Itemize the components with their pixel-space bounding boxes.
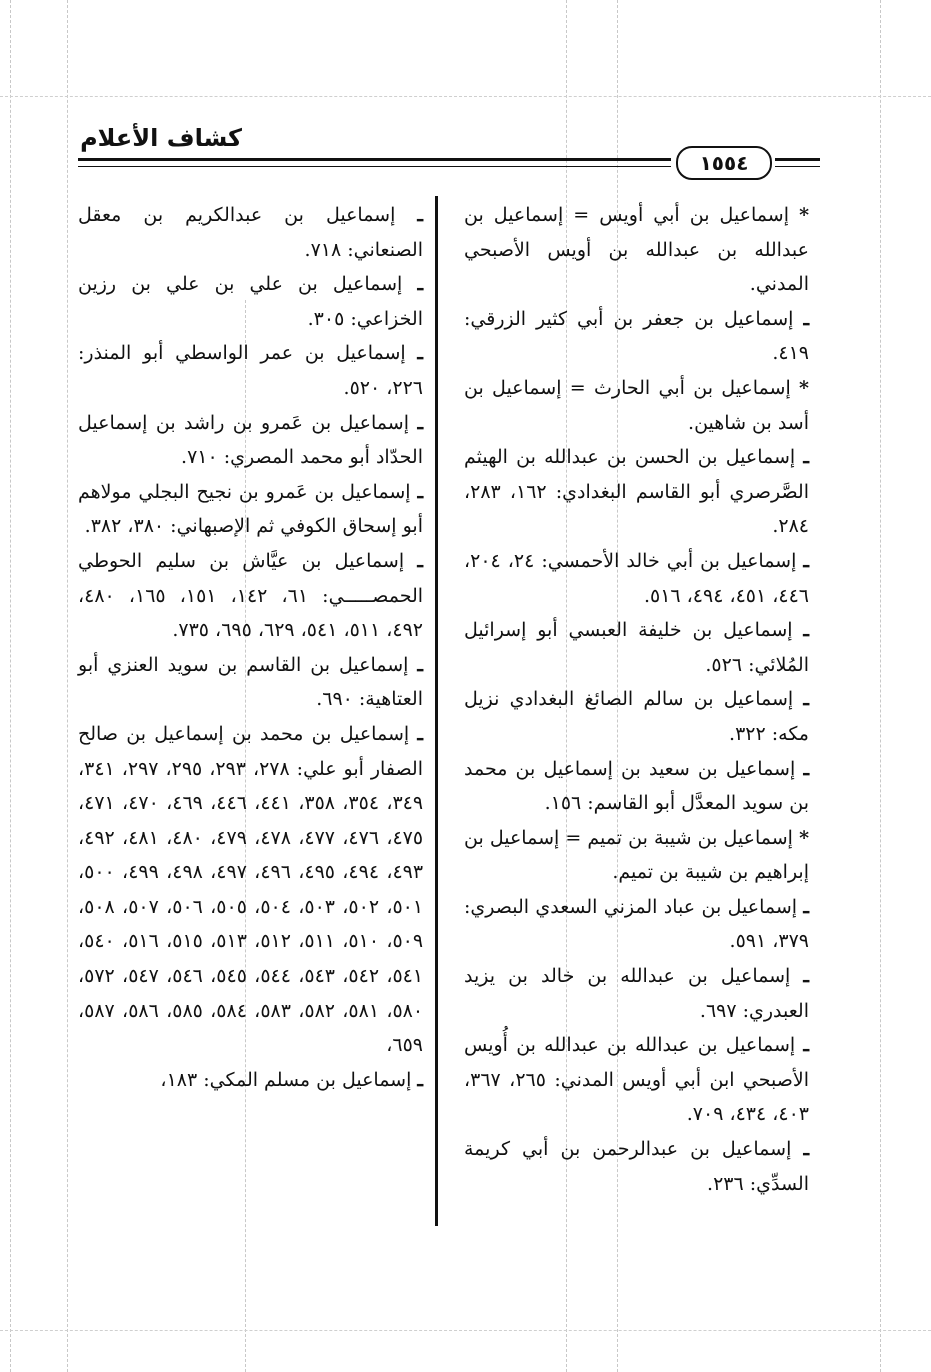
index-entry (464, 440, 809, 544)
entry-text: إسماعيل بن عَمرو بن نجيح البجلي مولاهم أبو إسحاق الكوفي ثم الإصبهاني: ٣٨٠، ٣٨٢. (78, 480, 423, 538)
index-entry (78, 336, 423, 405)
entry-text: إسماعيل بن عبدالله بن عبدالله بن أُويس الأصبحي ابن أبي أويس المدني: ٢٦٥، ٣٦٧، ٤٠٣، ٤٣٤، ٧٠٩. (464, 1034, 810, 1126)
index-entry (464, 821, 809, 890)
entry-text: إسماعيل بن عبدالرحمن بن أبي كريمة السدِّي: ٢٣٦. (464, 1138, 809, 1195)
entry-marker: ـ (417, 549, 423, 572)
scan-guide-line (0, 96, 931, 97)
entry-marker: * (799, 376, 809, 399)
index-entry (464, 752, 809, 821)
entry-marker: ـ (417, 480, 424, 503)
index-entry (78, 717, 423, 1063)
index-entry (464, 1028, 809, 1132)
entry-marker: ـ (417, 273, 424, 296)
scan-guide-line (67, 0, 68, 1372)
entry-marker: ـ (803, 1138, 810, 1161)
entry-text: إسماعيل بن شيبة بن تميم = إسماعيل بن إبراهيم بن شيبة بن تميم. (464, 826, 809, 884)
entry-text: إسماعيل بن علي بن علي بن رزين الخزاعي: ٣٠٥. (78, 273, 423, 330)
index-entry (464, 959, 809, 1028)
index-entry (78, 406, 423, 475)
entry-text: إسماعيل بن عبدالله بن خالد بن يزيد العبدري: ٦٩٧. (464, 965, 809, 1022)
header-rule (78, 158, 671, 167)
entry-text: إسماعيل بن مسلم المكي: ١٨٣، (160, 1068, 412, 1091)
entry-text: إسماعيل بن عَمرو بن راشد بن إسماعيل الحدّاد أبو محمد المصري: ٧١٠. (78, 411, 423, 469)
entry-marker: ـ (803, 895, 809, 918)
scan-guide-line (10, 0, 11, 1372)
entry-text: إسماعيل بن أبي الحارث = إسماعيل بن أسد بن شاهين. (464, 376, 809, 434)
entry-marker: * (799, 826, 809, 849)
index-entry (464, 682, 809, 751)
index-entry (78, 648, 423, 717)
scan-guide-line (880, 0, 881, 1372)
index-entry (464, 890, 809, 959)
entry-marker: ـ (803, 1034, 809, 1057)
entry-marker: ـ (417, 653, 423, 676)
entry-text: إسماعيل بن عبدالكريم بن معقل الصنعاني: ٧١٨. (78, 204, 423, 261)
entry-marker: ـ (417, 411, 424, 434)
entry-text: إسماعيل بن عباد المزني السعدي البصري: ٣٧٩، ٥٩١. (464, 895, 809, 953)
entry-marker: ـ (803, 549, 809, 572)
column-divider (435, 196, 438, 1226)
index-entry (464, 544, 809, 613)
index-entry (464, 198, 809, 302)
left-column (78, 198, 423, 1097)
entry-marker: ـ (803, 446, 809, 469)
entry-text: إسماعيل بن سالم الصائغ البغدادي نزيل مكه: ٣٢٢. (464, 688, 809, 745)
entry-text: إسماعيل بن أبي أويس = إسماعيل بن عبدالله بن عبدالله بن أويس الأصبحي المدني. (464, 204, 809, 296)
index-entry (464, 371, 809, 440)
page-number: ١٥٥٤ (676, 146, 772, 180)
index-entry (78, 198, 423, 267)
index-entry (78, 475, 423, 544)
entry-text: إسماعيل بن أبي خالد الأحمسي: ٢٤، ٢٠٤، ٤٤٦، ٤٥١، ٤٩٤، ٥١٦. (464, 549, 809, 607)
entry-marker: ـ (417, 204, 423, 226)
entry-text: إسماعيل بن سعيد بن إسماعيل بن محمد بن سويد المعدَّل أبو القاسم: ١٥٦. (464, 757, 809, 815)
entry-marker: ـ (803, 965, 809, 988)
index-entry (78, 267, 423, 336)
entry-text: إسماعيل بن عمر الواسطي أبو المنذر: ٢٢٦، ٥٢٠. (78, 342, 423, 399)
entry-text: إسماعيل بن الحسن بن عبدالله بن الهيثم الصَّرصري أبو القاسم البغدادي: ١٦٢، ٢٨٣، ٢٨٤. (464, 446, 809, 538)
running-title: كشاف الأعلام (80, 124, 242, 152)
header-rule-short (775, 158, 820, 167)
entry-marker: * (799, 204, 809, 226)
entry-text: إسماعيل بن عيَّاش بن سليم الحوطي الحمصـــــي: ٦١، ١٤٢، ١٥١، ١٦٥، ٤٨٠، ٤٩٢، ٥١١، ٥٤١، ٦٢٩، ٦٩٥، ٧٣٥. (78, 549, 424, 642)
index-entry (464, 302, 809, 371)
entry-marker: ـ (803, 619, 809, 642)
scan-guide-line (0, 1330, 931, 1331)
index-entry (464, 613, 809, 682)
entry-text: إسماعيل بن خليفة العبسي أبو إسرائيل المُلائي: ٥٢٦. (464, 619, 809, 676)
entry-marker: ـ (803, 307, 810, 330)
index-entry (78, 544, 423, 648)
entry-text: إسماعيل بن القاسم بن سويد العنزي أبو العتاهية: ٦٩٠. (78, 653, 423, 711)
entry-marker: ـ (803, 688, 809, 711)
entry-text: إسماعيل بن جعفر بن أبي كثير الزرقي: ٤١٩. (464, 307, 809, 365)
entry-marker: ـ (417, 722, 423, 745)
entry-marker: ـ (803, 757, 810, 780)
index-entry (78, 1063, 423, 1098)
entry-text: إسماعيل بن محمد بن إسماعيل بن صالح الصفار أبو علي: ٢٧٨، ٢٩٣، ٢٩٥، ٢٩٧، ٣٤١، ٣٤٩، ٣٥٤، ٣٥٨، ٤٤١، ٤٤٦، ٤٦٩، ٤٧٠، ٤٧١، ٤٧٥، ٤٧٦، ٤٧٧، ٤٧٨، ٤٧٩، ٤٨٠، ٤٨١، ٤٩٢، ٤٩٣، ٤٩٤، ٤٩٥، ٤٩٦، ٤٩٧، ٤٩٨، ٤٩٩، ٥٠٠، ٥٠١، ٥٠٢، ٥٠٣، ٥٠٤، ٥٠٥، ٥٠٦، ٥٠٧، ٥٠٨، ٥٠٩، ٥١٠، ٥١١، ٥١٢، ٥١٣، ٥١٥، ٥١٦، ٥٤٠، ٥٤١، ٥٤٢، ٥٤٣، ٥٤٤، ٥٤٥، ٥٤٦، ٥٤٧، ٥٧٢، ٥٨٠، ٥٨١، ٥٨٢، ٥٨٣، ٥٨٤، ٥٨٥، ٥٨٦، ٥٨٧، ٦٥٩، (78, 722, 424, 1057)
right-column (464, 198, 809, 1201)
entry-marker: ـ (417, 1068, 423, 1091)
index-entry (464, 1132, 809, 1201)
entry-marker: ـ (417, 342, 423, 365)
